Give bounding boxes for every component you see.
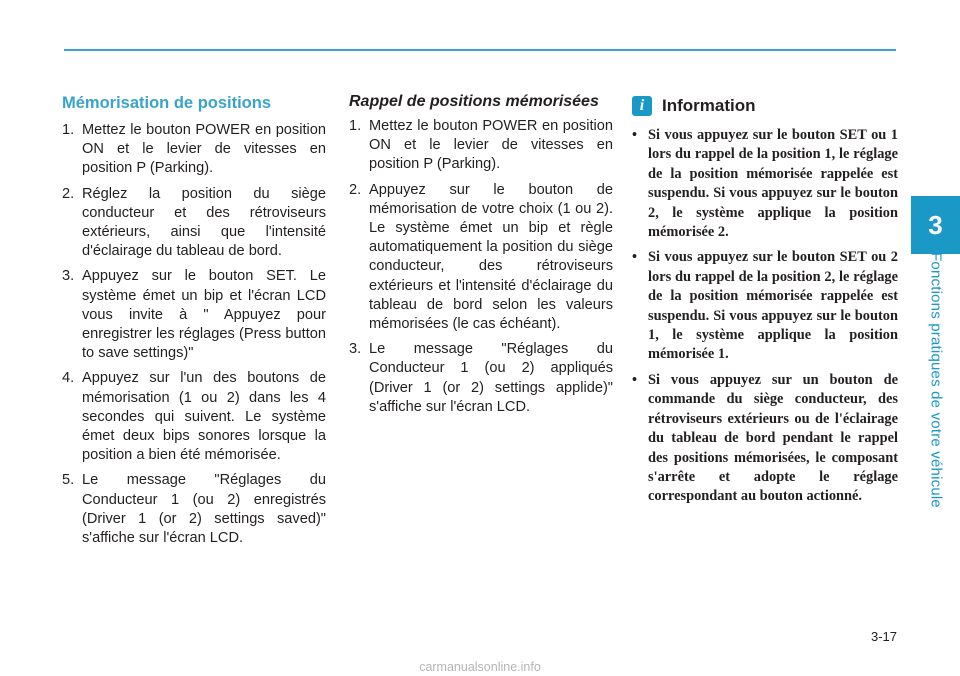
top-rule [64,49,896,51]
chapter-number: 3 [928,209,943,240]
list-item [632,248,898,364]
step-number: 3. [349,341,362,358]
list-item [349,181,613,335]
bullet-text: Si vous appuyez sur un bouton de commande du siège conducteur, des rétroviseurs extérieurs ou de l'éclairage du tableau de bord pendant le rappel des positions mémorisées, le composant s'arrête et adopte le réglage correspondant au bouton actionné. [648,371,898,505]
bullet-text: Si vous appuyez sur le bouton SET ou 2 lors du rappel de la position 2, le réglage de la position mémorisée rappelée est suspendu. Si vous appuyez sur le bouton 1, le système applique la position mémorisée 1. [648,249,898,363]
step-text: Réglez la position du siège conducteur et des rétroviseurs extérieurs, ainsi que l'intensité d'éclairage du tableau de bord. [82,185,326,260]
bullet-mark: • [632,127,638,143]
bullet-mark: • [632,249,638,266]
list-item [62,185,326,262]
page-number: 3-17 [870,629,897,644]
step-text: Appuyez sur l'un des boutons de mémorisation (1 ou 2) dans les 4 secondes qui suivent. Le système émet deux bips sonores lorsque la position a bien été mémorisée. [82,370,326,464]
step-number: 2. [62,185,75,202]
info-icon: i [632,96,652,116]
list-item [349,117,613,175]
list-item [62,267,326,363]
step-text: Le message "Réglages du Conducteur 1 (ou 2) enregistrés (Driver 1 (or 2) settings saved)" s'affiche sur l'écran LCD. [82,472,326,547]
step-number: 2. [349,181,362,198]
list-item [632,126,898,242]
step-number: 5. [62,472,75,489]
information-title: Information [662,96,756,115]
step-text: Le message "Réglages du Conducteur 1 (ou 2) appliqués (Driver 1 (or 2) settings applide)" s'affiche sur l'écran LCD. [369,341,613,415]
information-header [632,96,898,116]
list-item [349,340,613,417]
rappel-column [349,90,613,423]
chapter-tab [911,196,960,254]
memorisation-column [62,90,326,554]
list-item [632,371,898,507]
step-text: Appuyez sur le bouton SET. Le système émet un bip et l'écran LCD vous invite à " Appuyez pour enregistrer les réglages (Press button to save settings)" [82,268,326,362]
bullet-mark: • [632,371,638,388]
watermark: carmanualsonline.info [419,660,541,674]
step-text: Mettez le bouton POWER en position ON et le levier de vitesses en position P (Parking). [369,118,613,173]
step-number: 3. [62,268,75,285]
information-bullets [632,126,898,507]
bullet-text: Si vous appuyez sur le bouton SET ou 1 lors du rappel de la position 1, le réglage de la position mémorisée rappelée est suspendu. Si vous appuyez sur le bouton 2, le système applique la position mémorisée 2. [648,127,898,241]
step-text: Mettez le bouton POWER en position ON et le levier de vitesses en position P (Parking). [82,122,326,177]
rappel-heading: Rappel de positions mémorisées [349,93,599,110]
memorisation-heading: Mémorisation de positions [62,94,272,112]
memorisation-steps [62,121,326,548]
rappel-steps [349,117,613,417]
chapter-title: Fonctions pratiques de votre véhicule [927,252,945,508]
list-item [62,121,326,179]
list-item [62,369,326,465]
step-number: 1. [349,118,362,134]
step-number: 1. [62,122,75,138]
step-text: Appuyez sur le bouton de mémorisation de votre choix (1 ou 2). Le système émet un bip et règle automatiquement la position du siège conducteur, des rétroviseurs extérieurs et l'intensité d'éclairage du tableau de bord selon les valeurs mémorisées (le cas échéant). [369,181,613,333]
step-number: 4. [62,370,75,387]
information-box [632,90,898,513]
list-item [62,471,326,548]
